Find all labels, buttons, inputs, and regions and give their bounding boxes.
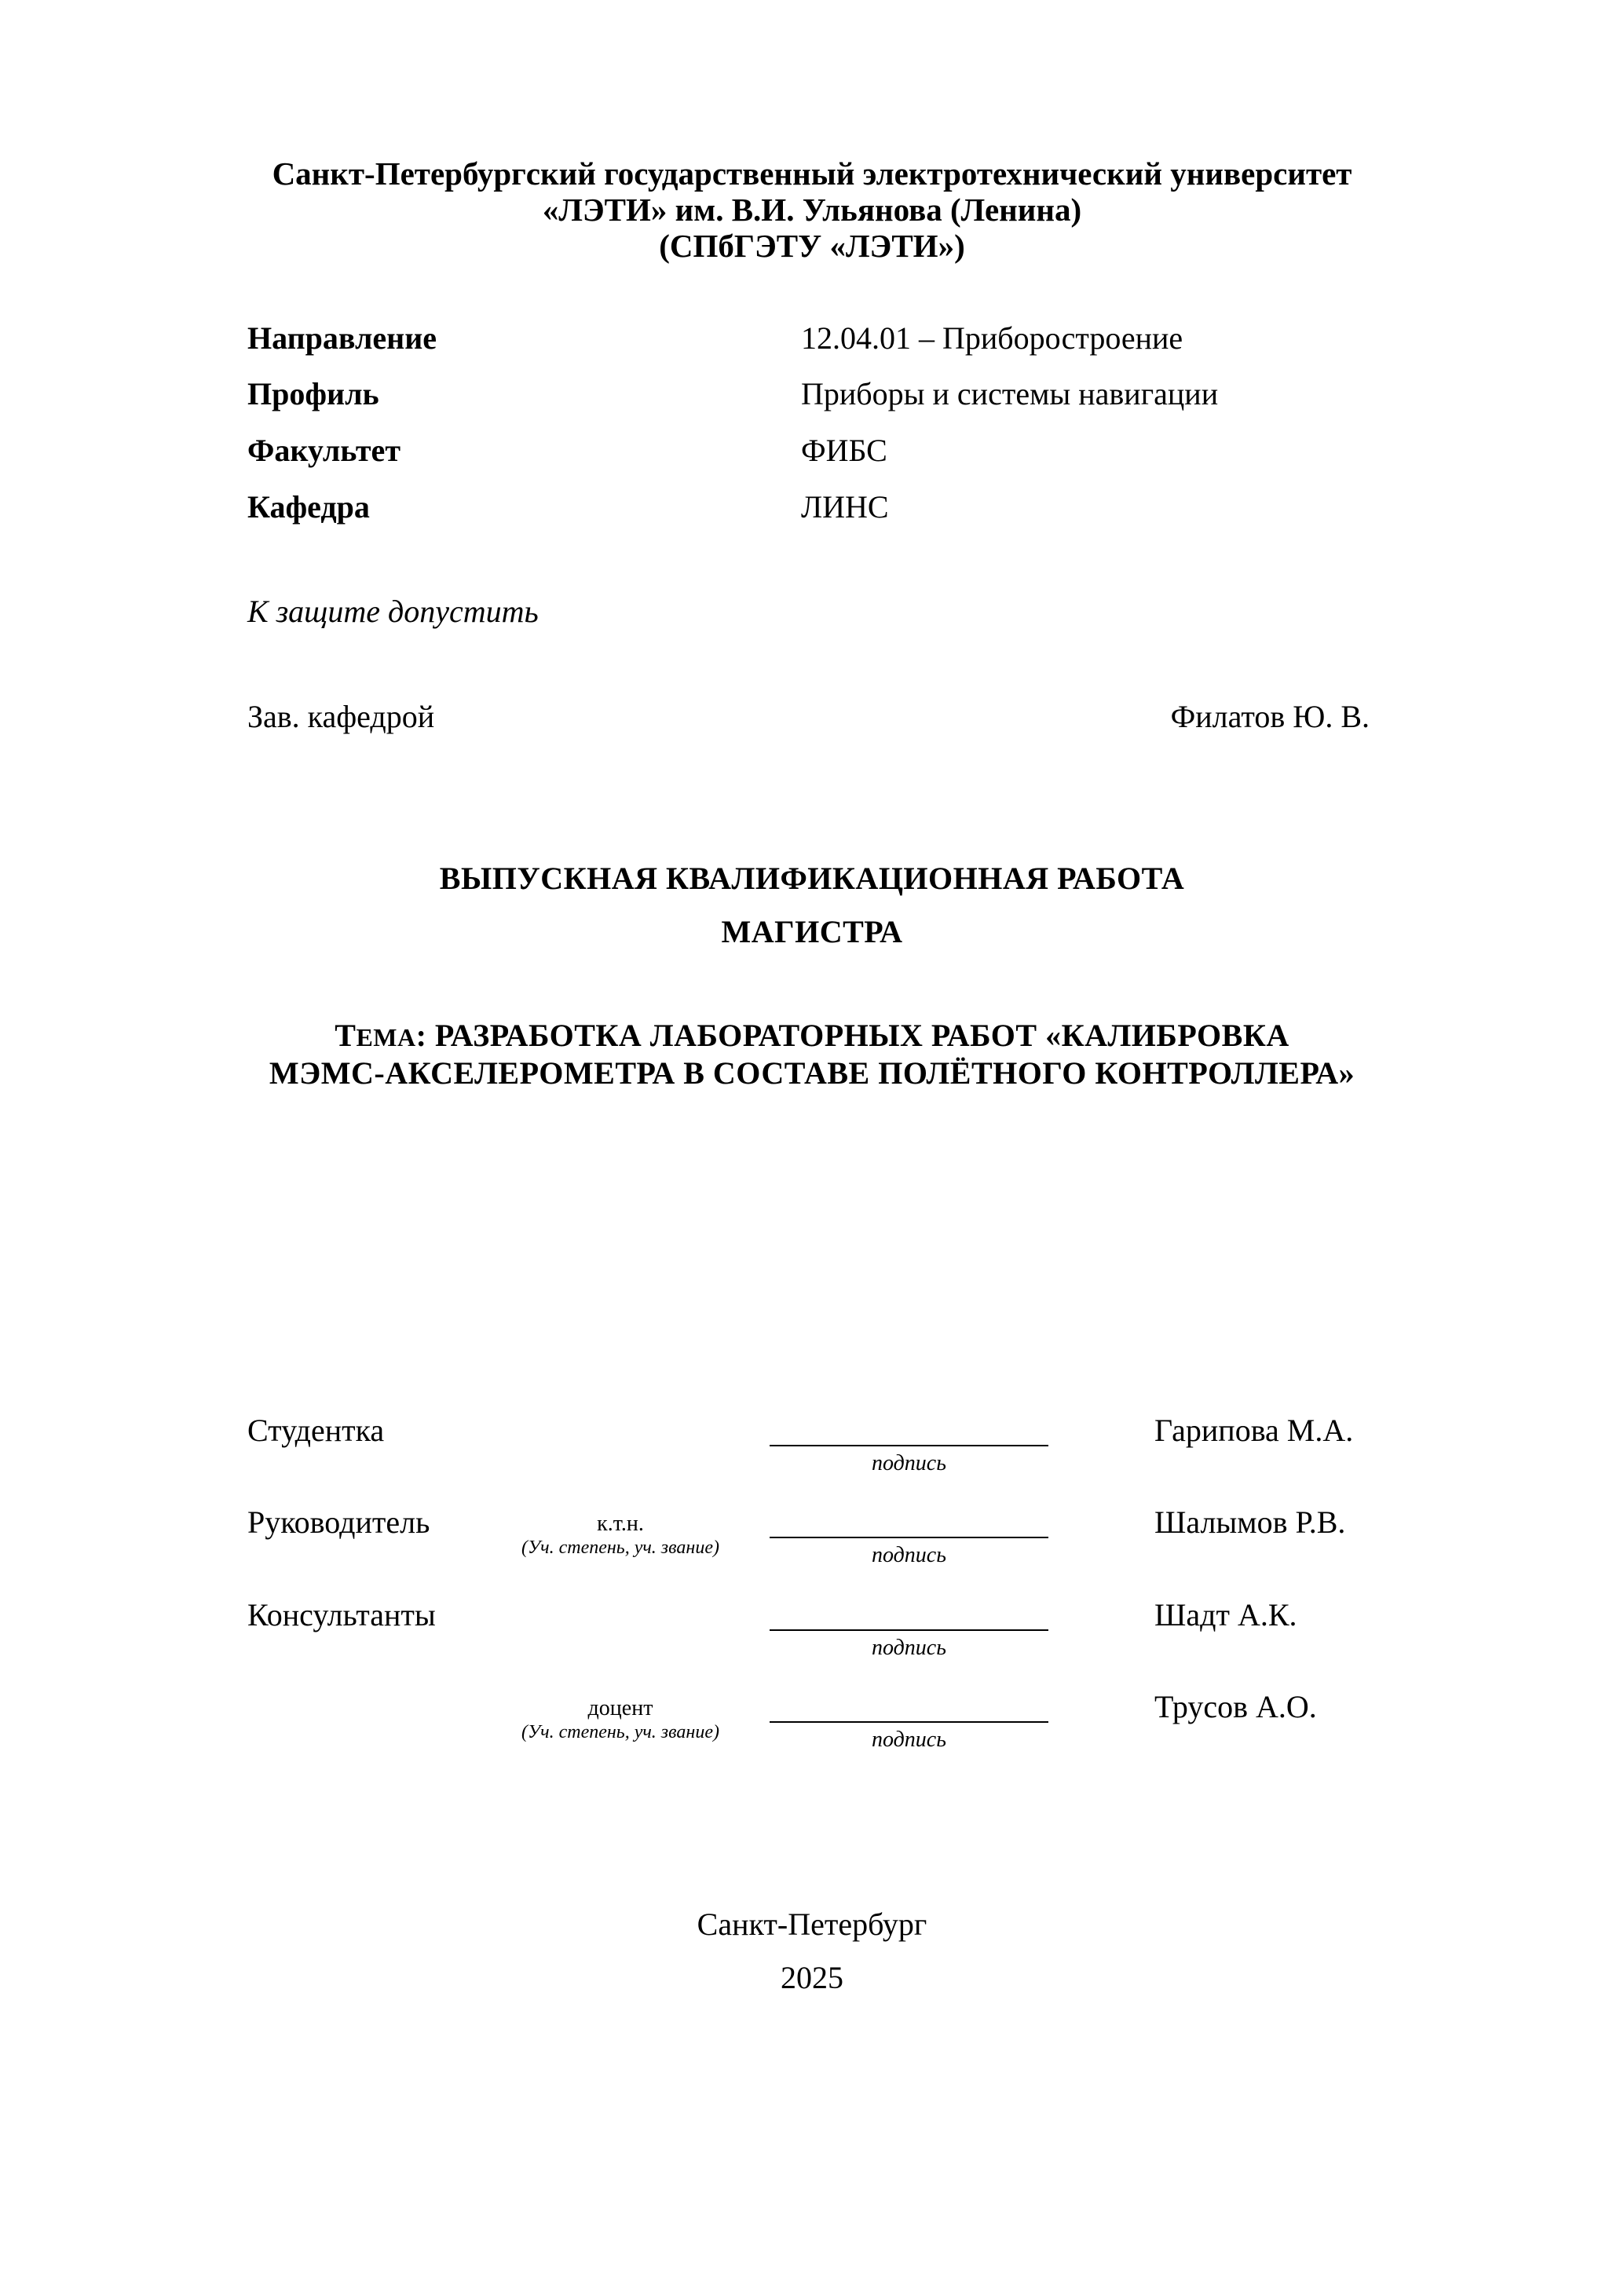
direction-label: Направление: [247, 320, 437, 356]
university-name: Санкт-Петербургский государственный электротехнический университет: [272, 155, 1352, 192]
head-of-department-name: Филатов Ю. В.: [1170, 699, 1370, 734]
consultant2-degree-caption: (Уч. степень, уч. звание): [521, 1722, 719, 1742]
head-of-department-label: Зав. кафедрой: [247, 699, 435, 734]
consultant2-signature-line: [770, 1721, 1048, 1723]
thesis-topic-line2: МЭМС-АКСЕЛЕРОМЕТРА В СОСТАВЕ ПОЛЁТНОГО КОНТРОЛЛЕРА»: [269, 1055, 1355, 1091]
student-signature-caption: подпись: [872, 1451, 946, 1475]
consultant2-signature-caption: подпись: [872, 1727, 946, 1752]
university-name-line2: «ЛЭТИ» им. В.И. Ульянова (Ленина): [542, 192, 1082, 228]
profile-value: Приборы и системы навигации: [801, 376, 1219, 411]
profile-label: Профиль: [247, 376, 379, 411]
footer-city: Санкт-Петербург: [697, 1907, 927, 1942]
topic-prefix-initial: Т: [335, 1018, 357, 1053]
student-signature-line: [770, 1445, 1048, 1446]
student-name: Гарипова М.А.: [1154, 1413, 1354, 1448]
university-abbreviation: (СПбГЭТУ «ЛЭТИ»): [659, 228, 965, 264]
direction-value: 12.04.01 – Приборостроение: [801, 320, 1183, 356]
consultant1-signature-caption: подпись: [872, 1636, 946, 1660]
thesis-degree: МАГИСТРА: [721, 914, 903, 949]
thesis-title: ВЫПУСКНАЯ КВАЛИФИКАЦИОННАЯ РАБОТА: [439, 861, 1185, 896]
department-value: ЛИНС: [801, 489, 889, 525]
footer-year: 2025: [781, 1960, 843, 1995]
department-label: Кафедра: [247, 489, 370, 525]
faculty-value: ФИБС: [801, 433, 887, 468]
supervisor-role: Руководитель: [247, 1504, 430, 1540]
topic-prefix-rest: ЕМА: [356, 1023, 416, 1051]
consultant2-name: Трусов А.О.: [1154, 1689, 1317, 1724]
consultant1-name: Шадт А.К.: [1154, 1597, 1297, 1632]
supervisor-signature-line: [770, 1537, 1048, 1538]
topic-line1: : РАЗРАБОТКА ЛАБОРАТОРНЫХ РАБОТ «КАЛИБРОВКА: [415, 1018, 1289, 1053]
consultant2-degree: доцент: [587, 1696, 653, 1720]
thesis-topic: [0, 1017, 1624, 1054]
admit-to-defense: К защите допустить: [247, 594, 539, 629]
student-role: Студентка: [247, 1413, 385, 1448]
faculty-label: Факультет: [247, 433, 401, 468]
consultants-role: Консультанты: [247, 1597, 436, 1632]
supervisor-name: Шалымов Р.В.: [1154, 1504, 1346, 1540]
consultant1-signature-line: [770, 1629, 1048, 1631]
supervisor-degree-caption: (Уч. степень, уч. звание): [521, 1537, 719, 1558]
supervisor-degree: к.т.н.: [597, 1512, 644, 1536]
supervisor-signature-caption: подпись: [872, 1543, 946, 1567]
